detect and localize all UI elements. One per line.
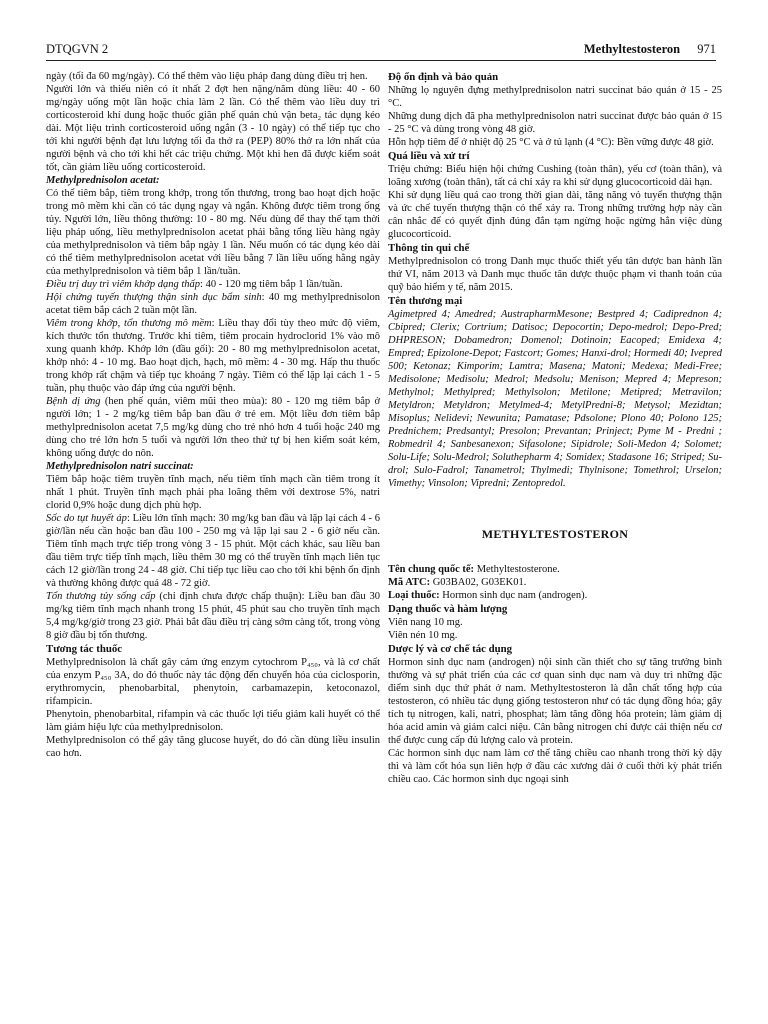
italic-term: Hội chứng tuyến thượng thận sinh dục bẩm sinh [46, 292, 262, 303]
paragraph: Hormon sinh dục nam (androgen) nội sinh cần thiết cho sự tăng trưởng bình thường và sự phát triển của các cơ quan sinh dục nam và duy trì những đặc điểm sinh dục thứ phát ở nam. Methyltestosteron là dẫn chất tổng hợp của testosteron, có nhiều tác dụng giống testosteron như có tác dụng đồng hóa; gây tích tụ nitrogen, kali, natri, phosphat; làm tăng đồng hóa protein; làm giảm dị hóa acid amin và giảm calci niệu. Cân bằng nitrogen chỉ được cải thiện nếu cơ thể được cung cấp đủ lượng calo và protein. [388, 657, 722, 746]
paragraph [46, 317, 380, 395]
paragraph: Viên nang 10 mg. [388, 617, 463, 628]
paragraph: Phenytoin, phenobarbital, rifampin và các thuốc lợi tiểu giảm kali huyết có thể làm giảm hiệu lực của methylprednisolon. [46, 709, 380, 733]
paragraph: Methylprednisolon có trong Danh mục thuốc thiết yếu tân dược ban hành lần thứ VI, năm 2013 và Danh mục thuốc tân dược thuộc phạm vi thanh toán của quỹ bảo hiểm y tế, năm 2015. [388, 256, 722, 293]
italic-term: Viêm trong khớp, tổn thương mô mềm [46, 318, 212, 329]
field-label: Loại thuốc: [388, 590, 440, 601]
paragraph-text: (hen phế quản, viêm mũi theo mùa): 80 - 120 mg tiêm bắp ở người lớn; 1 - 2 mg/kg tiêm bắp ban đầu ở trẻ em. Một liều đơn tiêm bắp methylprednisolon acetat 7,5 mg/kg dùng cho trẻ nhỏ hơn 4 tuổi hoặc 240 mg dùng cho trẻ lớn hơn 5 tuổi và người lớn theo thứ tự bị hen kiểm soát kém, không uống được do nôn. [46, 396, 380, 459]
section-heading-overdose: Quá liều và xử trí [388, 150, 470, 162]
paragraph: Methylprednisolon có thể gây tăng glucose huyết, do đó cần dùng liều insulin cao hơn. [46, 735, 380, 759]
italic-term: Tổn thương tủy sống cấp [46, 591, 156, 602]
field-value: G03BA02, G03EK01. [430, 577, 527, 588]
field-inn [388, 563, 722, 576]
paragraph-text: : 40 mg methylprednisolon acetat tiêm bắp cách 2 tuần một lần. [46, 292, 380, 316]
page-number: 971 [697, 42, 716, 56]
subheading-acetat: Methylprednisolon acetat: [46, 175, 160, 186]
section-heading-storage: Độ ổn định và bảo quản [388, 71, 499, 83]
italic-term: Bệnh dị ứng [46, 396, 101, 407]
section-heading-trade-names: Tên thương mại [388, 295, 463, 307]
paragraph [46, 291, 380, 317]
page-header [46, 40, 716, 61]
paragraph: Những lọ nguyên đựng methylprednisolon natri succinat bảo quản ở 15 - 25 °C. [388, 85, 722, 109]
paragraph [46, 590, 380, 642]
field-atc [388, 576, 722, 589]
paragraph-text: : Liều lớn tĩnh mạch: 30 mg/kg ban đầu và lặp lại cách 4 - 6 giờ/lần nếu cần hoặc ban đầu 100 - 250 mg và lặp lại sau 2 - 6 giờ nếu cần. Tiêm tĩnh mạch trực tiếp trong vòng 3 - 15 phút. Một cách khác, sau liều ban đầu tiêm trực tiếp tĩnh mạch, liều thêm 30 mg có thể truyền tĩnh mạch liên tục cách 12 giờ/lần trong 24 - 48 giờ. Chỉ tiếp tục liều cao cho tới khi bệnh ổn định và thường không được quá 48 - 72 giờ. [46, 513, 380, 589]
paragraph: ngày (tối đa 60 mg/ngày). Có thể thêm vào liệu pháp đang dùng điều trị hen. [46, 71, 368, 82]
left-column [46, 70, 380, 760]
paragraph: Viên nén 10 mg. [388, 630, 458, 641]
paragraph [46, 278, 380, 291]
italic-term: Sốc do tụt huyết áp [46, 513, 127, 524]
subheading-succinat: Methylprednisolon natri succinat: [46, 461, 194, 472]
monograph-title: METHYLTESTOSTERON [481, 527, 629, 541]
paragraph [46, 512, 380, 590]
header-right [584, 42, 716, 57]
paragraph-text: (chỉ định chưa được chấp thuận): Liều ban đầu 30 mg/kg tiêm tĩnh mạch nhanh trong 15 phút, 45 phút sau cho truyền tĩnh mạch 5,4 mg/kg/giờ trong 23 giờ. Phải bắt đầu điều trị càng sớm càng tốt, trong vòng 8 giờ đầu bị tổn thương. [46, 591, 380, 641]
field-value: Hormon sinh dục nam (androgen). [439, 590, 588, 601]
italic-term: Điều trị duy trì viêm khớp dạng thấp [46, 279, 201, 290]
trade-names-list: Agimetpred 4; Amedred; AustrapharmMesone; Bestpred 4; Cadiprednon 4; Cbipred; Clerix; Cortrium; Datisoc; Depocortin; Depo-medrol; Depo-Pred; DHPRESON; Dobamedron; Domenol; Dotinoin; Eacoped; Emidexa 4; Empred; Epizolone-Depot; Fastcort; Gomes; Hanxi-drol; Hormedi 40; Ivepred 500; Ketonaz; Kimporim; Lamtra; Masena; Matoni; Medexa; Medi-Free; Medisolone; Medisolu; Medrol; Medsolu; Menison; Mepred 4; Mepreson; Methylnol; Methylpred; Methylsolon; Metilone; Metipred; Metravilon; Metyldron; Metyldron; Metylmed-4; MetylPredni-8; Metysol; Mezidtan; Misoplus; Nelidevi; Newunita; Pamatase; Pdsolone; Plono 40; Polono 125; Prednichem; Predsantyl; Presolon; Prevantan; Prinject; Pyme M - Predni ; Robmedril 4; Sanbesanexon; Sifasolone; Sipidrole; Soli-Medon 4; Solomet; Solu-Life; Solu-Medrol; Soluthepharm 4; Somidex; Stadasone 16; Striped; Su-drol; Sulo-Fadrol; Tanametrol; Thylmedi; Thylnisone; Tomethrol; Urselon; Vimethy; Vinsolon; Vipredni; Zentopredol. [388, 309, 722, 489]
section-heading-dosage-forms: Dạng thuốc và hàm lượng [388, 603, 508, 615]
paragraph: Methylprednisolon là chất gây cảm ứng enzym cytochrom P₄₅₀, và là cơ chất của enzym P₄₅₀ 3A, do đó thuốc này tác động đến chuyển hóa của ciclosporin, erythromycin, phenobarbital, phenytoin, carbamazepin, ketoconazol, rifampicin. [46, 657, 380, 707]
paragraph: Có thể tiêm bắp, tiêm trong khớp, trong tổn thương, trong bao hoạt dịch hoặc trong mô mềm khi cần có tác dụng ngay và ngắn. Không được tiêm trong ống tủy. Người lớn, liều thông thường: 10 - 80 mg. Nếu dùng để thay thế tạm thời liệu pháp uống, liều methylprednisolon acetat phải bằng tổng liều hàng ngày của methylprednisolon và tiêm bắp ngày 1 lần. Nếu muốn có tác dụng kéo dài có thể tiêm methylprednisolon acetat với liều bằng 7 lần liều uống hằng ngày của methylprednisolon và tiêm bắp 1 lần/tuần. [46, 188, 380, 277]
book-code: DTQGVN 2 [46, 42, 109, 56]
paragraph: Tiêm bắp hoặc tiêm truyền tĩnh mạch, nếu tiêm tĩnh mạch cần tiêm trong ít nhất 1 phút. Truyền tĩnh mạch phải pha loãng thêm với dextrose 5%, natri clorid 0,9% hoặc dung dịch phù hợp. [46, 474, 380, 511]
paragraph: Triệu chứng: Biểu hiện hội chứng Cushing (toàn thân), yếu cơ (toàn thân), và loãng xương (toàn thân), tất cả chỉ xảy ra khi sử dụng glucocorticoid dài hạn. [388, 164, 722, 188]
section-heading-interactions: Tương tác thuốc [46, 643, 123, 655]
paragraph: Khi sử dụng liều quá cao trong thời gian dài, tăng năng vỏ tuyến thượng thận và ức chế tuyến thượng thận có thể xảy ra. Trong những trường hợp này cần cân nhắc để có quyết định đúng đắn tạm ngừng hoặc ngừng hẳn việc dùng glucocorticoid. [388, 190, 722, 240]
paragraph-text: : Liều thay đổi tùy theo mức độ viêm, kích thước tổn thương. Trước khi tiêm, tiêm procain hydroclorid 1% vào mô xung quanh khớp. Khớp lớn (đầu gối): 20 - 80 mg methylprednisolon acetat, khớp nhỏ: 4 - 10 mg. Bao hoạt dịch, hạch, mô mềm: 4 - 30 mg. Hấp thu thuốc trong khớp rất chậm và tiếp tục khoảng 7 ngày. Tiêm có thể lặp lại cách 1 - 5 tuần, phụ thuộc vào đáp ứng của người bệnh. [46, 318, 380, 394]
paragraph: Các hormon sinh dục nam làm cơ thể tăng chiều cao nhanh trong thời kỳ dậy thì và làm cốt hóa sụn liên hợp ở đầu các xương dài ở cuối thời kỳ phát triển chiều cao. Các hormon sinh dục ngoại sinh [388, 748, 722, 785]
section-heading-pharmacology: Dược lý và cơ chế tác dụng [388, 643, 512, 655]
paragraph: Người lớn và thiếu niên có ít nhất 2 đợt hen nặng/năm dùng liều: 40 - 60 mg/ngày uống một lần hoặc chia làm 2 lần. Có thể thêm vào liều duy trì corticosteroid khí dung hoặc thuốc giãn phế quản chủ vận beta₂ tác dụng kéo dài. Một liệu trình corticosteroid uống ngắn (3 - 10 ngày) có thể tiếp tục cho tới khi người bệnh đạt lưu lượng tối đa thở ra (PEP) 80% thở ra lớn nhất của người bệnh và cho tới khi hết các triệu chứng. Một khi hen đã được kiểm soát tốt, cần giảm liều uống corticosteroid. [46, 84, 380, 173]
field-label: Tên chung quốc tế: [388, 564, 475, 575]
field-value: Methyltestosterone. [474, 564, 560, 575]
right-column [388, 70, 722, 786]
field-drug-class [388, 589, 722, 602]
paragraph-text: : 40 - 120 mg tiêm bắp 1 lần/tuần. [200, 279, 343, 290]
paragraph: Những dung dịch đã pha methylprednisolon natri succinat được bảo quản ở 15 - 25 °C và dùng trong vòng 48 giờ. [388, 111, 722, 135]
paragraph: Hỗn hợp tiêm để ở nhiệt độ 25 °C và ở tủ lạnh (4 °C): Bền vững được 48 giờ. [388, 137, 714, 148]
section-heading-regulatory: Thông tin qui chế [388, 242, 470, 254]
running-title: Methyltestosteron [583, 42, 681, 56]
paragraph [46, 395, 380, 460]
field-label: Mã ATC: [388, 577, 431, 588]
